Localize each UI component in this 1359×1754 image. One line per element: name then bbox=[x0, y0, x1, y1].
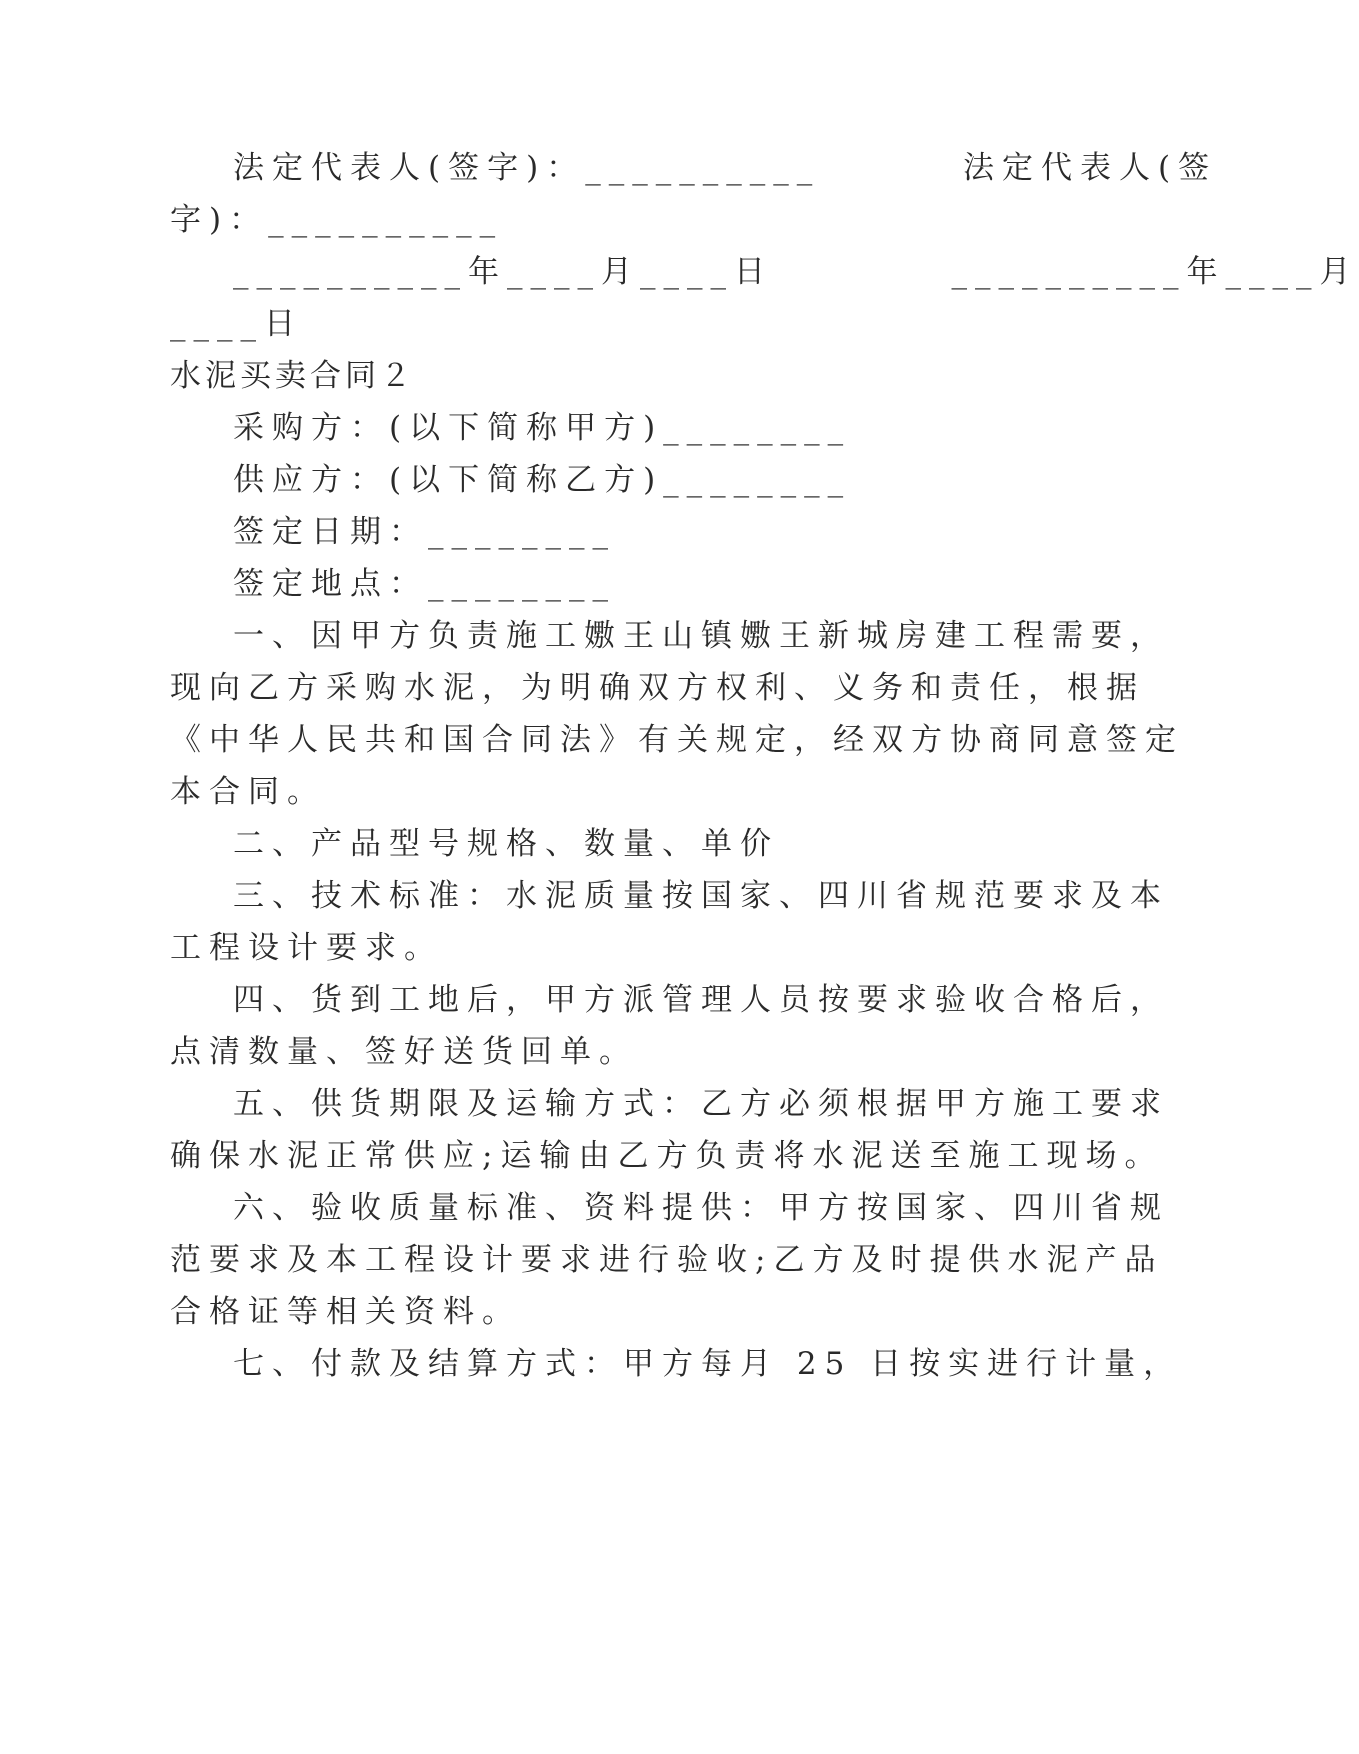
clause-5-line-1: 五、供货期限及运输方式：乙方必须根据甲方施工要求 bbox=[233, 1086, 1169, 1122]
clause-1-line-1: 一、因甲方负责施工嫐王山镇嫐王新城房建工程需要， bbox=[233, 618, 1169, 654]
clause-7-line-1: 七、付款及结算方式：甲方每月 25 日按实进行计量， bbox=[233, 1346, 1183, 1382]
signature-line-2: 字)：__________ bbox=[170, 202, 504, 238]
clause-6-line-2: 范要求及本工程设计要求进行验收;乙方及时提供水泥产品 bbox=[170, 1242, 1164, 1278]
clause-4-line-2: 点清数量、签好送货回单。 bbox=[170, 1034, 638, 1070]
clause-2-line-1: 二、产品型号规格、数量、单价 bbox=[233, 826, 779, 862]
clause-3-line-2: 工程设计要求。 bbox=[170, 930, 443, 966]
clause-1-line-2: 现向乙方采购水泥，为明确双方权利、义务和责任，根据 bbox=[170, 670, 1145, 706]
clause-4-line-1: 四、货到工地后，甲方派管理人员按要求验收合格后， bbox=[233, 982, 1169, 1018]
contract-title: 水泥买卖合同２ bbox=[170, 358, 415, 394]
clause-5-line-2: 确保水泥正常供应;运输由乙方负责将水泥送至施工现场。 bbox=[170, 1138, 1164, 1174]
clause-1-line-4: 本合同。 bbox=[170, 774, 326, 810]
clause-1-line-3: 《中华人民共和国合同法》有关规定，经双方协商同意签定 bbox=[170, 722, 1184, 758]
date-line-1: __________年____月____日 __________年____月 bbox=[233, 254, 1359, 290]
sign-date-line: 签定日期：________ bbox=[233, 514, 616, 550]
supplier-line: 供应方：(以下简称乙方)________ bbox=[233, 462, 852, 498]
sign-place-line: 签定地点：________ bbox=[233, 566, 616, 602]
clause-6-line-1: 六、验收质量标准、资料提供：甲方按国家、四川省规 bbox=[233, 1190, 1169, 1226]
signature-line-1: 法定代表人(签字)：__________ 法定代表人(签 bbox=[233, 150, 1218, 186]
clause-3-line-1: 三、技术标准：水泥质量按国家、四川省规范要求及本 bbox=[233, 878, 1169, 914]
clause-6-line-3: 合格证等相关资料。 bbox=[170, 1294, 521, 1330]
date-line-2: ____日 bbox=[170, 306, 303, 342]
buyer-line: 采购方：(以下简称甲方)________ bbox=[233, 410, 852, 446]
